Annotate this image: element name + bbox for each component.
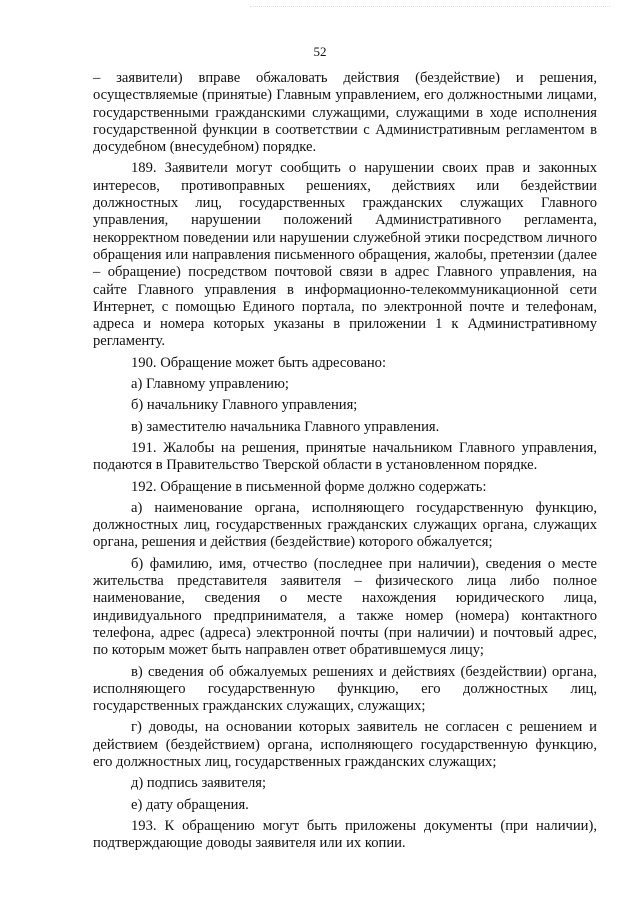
- list-item-192g: г) доводы, на основании которых заявитель не согласен с решением и действием (бездействием) органа, исполняющего государственную функцию, его должностных лиц, государственных гражданских служащих;: [93, 719, 597, 770]
- list-item-190a: а) Главному управлению;: [131, 376, 289, 393]
- list-item-192b: б) фамилию, имя, отчество (последнее при наличии), сведения о месте жительства представителя заявителя – физического лица либо полное наименование, сведения о месте нахождения юридического лица, индивидуального предпринимателя, а также номер (номера) контактного телефона, адрес (адреса) электронной почты (при наличии) и почтовый адрес, по которым может быть направлен ответ обратившемуся лицу;: [93, 555, 597, 659]
- paragraph-191: 191. Жалобы на решения, принятые начальником Главного управления, подаются в Правительство Тверской области в установленном порядке.: [93, 439, 597, 474]
- page-number: 52: [313, 44, 327, 59]
- list-item-192d: д) подпись заявителя;: [131, 775, 267, 792]
- document-body: [93, 70, 597, 852]
- list-item-190c: в) заместителю начальника Главного управления.: [131, 418, 440, 435]
- list-item-192e: е) дату обращения.: [131, 796, 249, 813]
- list-item-192v: в) сведения об обжалуемых решениях и действиях (бездействии) органа, исполняющего государственную функцию, его должностных лиц, государственных гражданских служащих, служащих;: [93, 663, 597, 715]
- paragraph-189: 189. Заявители могут сообщить о нарушении своих прав и законных интересов, противоправных решениях, действиях или бездействии должностных лиц, государственных гражданских служащих Главного управления, нарушении положений Административного регламента, некорректном поведении или нарушении служебной этики посредством личного обращения или направления письменного обращения, жалобы, претензии (далее – обращение) посредством почтовой связи в адрес Главного управления, на сайте Главного управления в информационно-телекоммуникационной сети Интернет, с помощью Единого портала, по электронной почте и телефонам, адреса и номера которых указаны в приложении 1 к Административному регламенту.: [93, 160, 597, 350]
- list-item-192a: а) наименование органа, исполняющего государственную функцию, должностных лиц, государственных гражданских служащих органа, служащих органа, решения и действия (бездействие) которого обжалуется;: [93, 499, 597, 551]
- list-item-190b: б) начальнику Главного управления;: [131, 397, 358, 414]
- paragraph-continuation: – заявители) вправе обжаловать действия (бездействие) и решения, осуществляемые (принятые) Главным управлением, его должностными лицами, государственными гражданскими служащими, служащими в ходе исполнения государственной функции в соответствии с Административным регламентом в досудебном (внесудебном) порядке.: [93, 70, 597, 156]
- paragraph-193: 193. К обращению могут быть приложены документы (при наличии), подтверждающие доводы заявителя или их копии.: [93, 817, 597, 852]
- paragraph-192: 192. Обращение в письменной форме должно содержать:: [131, 478, 487, 495]
- paragraph-190: 190. Обращение может быть адресовано:: [131, 354, 387, 371]
- scan-artifact: [250, 6, 610, 11]
